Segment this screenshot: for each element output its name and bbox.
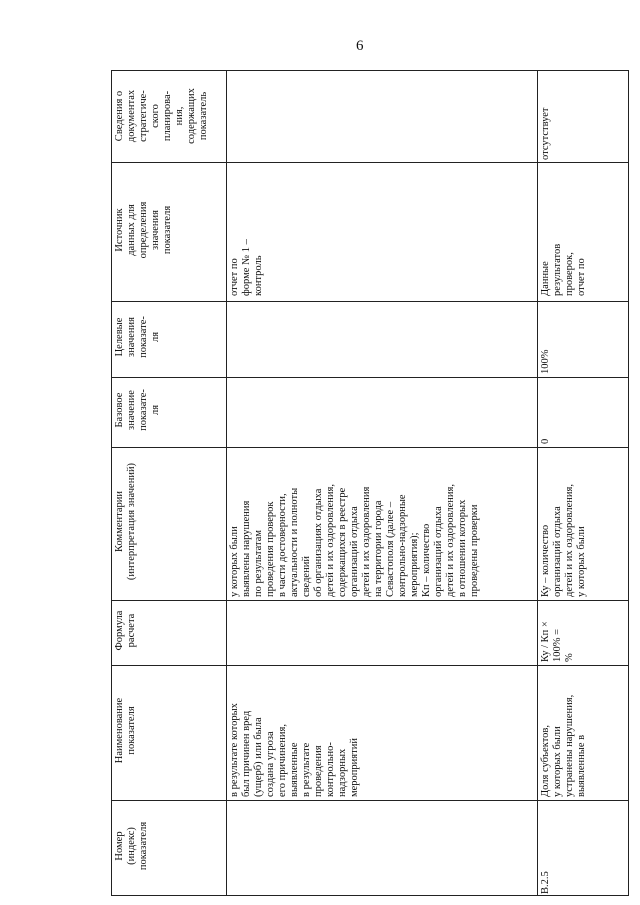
row1-source: отчет по форме № 1 – контроль <box>229 239 264 296</box>
header-source: Источник данных для определения значения показателя <box>114 201 173 259</box>
row2-docs: отсутствует <box>540 107 551 160</box>
row1-comment: у которых были выявлены нарушения по результатам проведения проверок в части достоверности, актуальности и полноты сведений об организациях отдыха детей и их оздоровления, содержащихся в реестре организаций отдыха детей и их оздоровления на территории города Севастополя (далее – контрольно-надзорные мероприятия); Кп – количество организаций отдыха детей и их оздоровления, в отношении которых проведены проверки <box>229 484 480 597</box>
row2-formula: Ку / Кп × 100% = % <box>540 621 575 662</box>
header-comment: Комментарии (интерпретация значений) <box>114 462 137 581</box>
header-index: Номер (индекс) показателя <box>114 821 149 871</box>
row2-source: Данные результатов проверок, отчет по <box>540 243 587 296</box>
header-formula: Формула расчета <box>114 610 137 651</box>
row2-index: В.2.5 <box>540 871 551 894</box>
row2-target: 100% <box>540 349 551 374</box>
row1-name: в результате которых был причинен вред (ущерб) или была создана угроза его причинения, выявленные в результате проведения контрольно- надзорных мероприятий <box>229 703 360 797</box>
row2-name: Доля субъектов, у которых были устранены нарушения, выявленные в <box>540 694 587 797</box>
header-target: Целевые значения показате- ля <box>114 316 161 358</box>
row2-base: 0 <box>540 438 551 444</box>
row2-comment: Ку – количество организаций отдыха детей и их оздоровления, у которых были <box>540 484 587 597</box>
header-name: Наименование показателя <box>114 697 137 764</box>
header-base: Базовое значение показате- ля <box>114 389 161 431</box>
header-docs: Сведения о документах стратегиче- ского планирова- ния, содержащих показатель <box>114 88 209 144</box>
page-number: 6 <box>356 38 364 54</box>
